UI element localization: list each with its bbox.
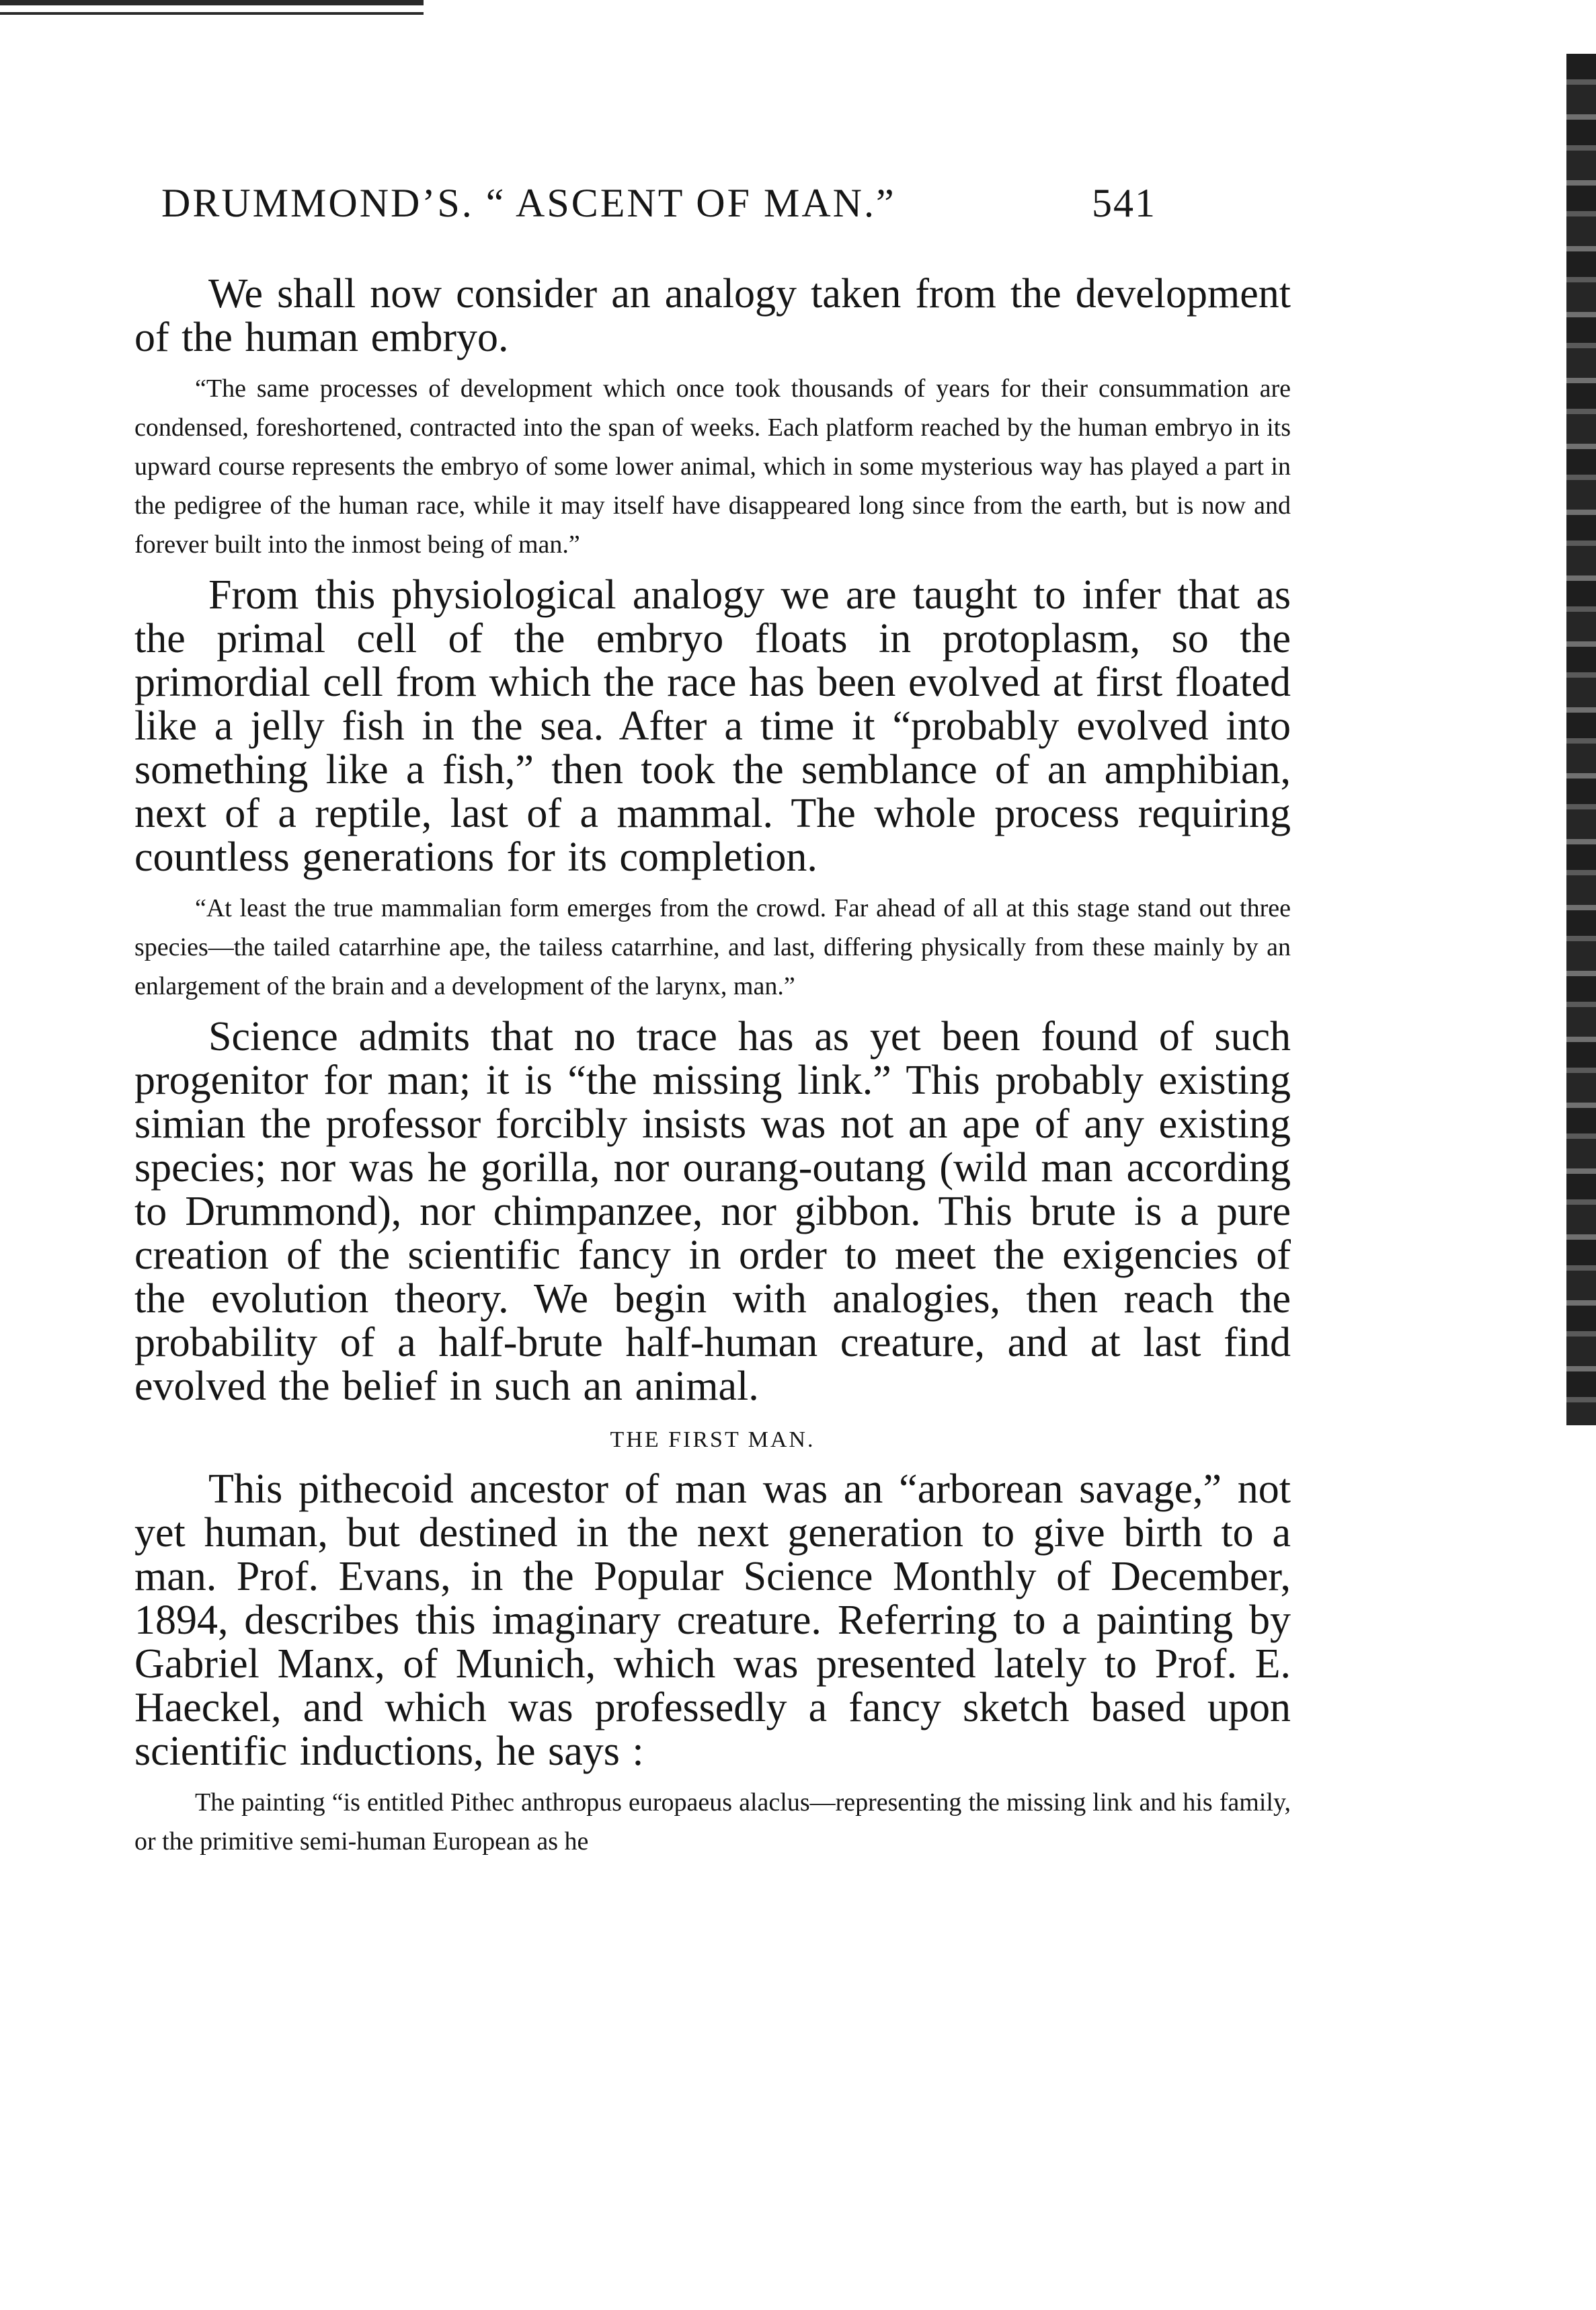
paragraph: Science admits that no trace has as yet been found of such progenitor for man; it is “the missing link.” This probably existing simian the professor forcibly insists was not an ape of any existing species; nor was he gorilla, nor ourang-outang (wild man according to Drummond), nor chimpanzee, nor gibbon. This brute is a pure creation of the scientific fancy in order to meet the exigencies of the evolution theory. We begin with analogies, then reach the probability of a half-brute half-human creature, and at last find evolved the belief in such an animal. <box>134 1014 1291 1409</box>
page-number: 541 <box>1092 181 1156 225</box>
page-body <box>134 266 1291 1870</box>
top-rule-decoration <box>0 0 424 17</box>
block-quote: “The same processes of development which once took thousands of years for their consummation are condensed, foreshortened, contracted into the span of weeks. Each platform reached by the human embryo in its upward course represents the embryo of some lower animal, which in some mysterious way has played a part in the pedigree of the human race, while it may itself have disappeared long since from the earth, but is now and forever built into the inmost being of man.” <box>134 374 1291 559</box>
running-head: DRUMMOND’S. “ ASCENT OF MAN.” <box>161 181 896 225</box>
block-quote: The painting “is entitled Pithec anthropus europaeus alaclus—representing the missing link and his family, or the primitive semi-human European as he <box>134 1788 1291 1856</box>
paragraph: This pithecoid ancestor of man was an “arborean savage,” not yet human, but destined in the next generation to give birth to a man. Prof. Evans, in the Popular Science Monthly of December, 1894, describes this imaginary creature. Referring to a painting by Gabriel Manx, of Munich, which was presented lately to Prof. E. Haeckel, and which was professedly a fancy sketch based upon scientific inductions, he says : <box>134 1466 1291 1774</box>
page-header <box>161 180 1156 241</box>
block-quote: “At least the true mammalian form emerges from the crowd. Far ahead of all at this stage stand out three species—the tailed catarrhine ape, the tailess catarrhine, and last, differing physically from these mainly by an enlargement of the brain and a development of the larynx, man.” <box>134 894 1291 1000</box>
page-edge-shadow <box>1566 54 1596 1425</box>
paragraph: From this physiological analogy we are taught to infer that as the primal cell of the embryo floats in protoplasm, so the primordial cell from which the race has been evolved at first floated like a jelly fish in the sea. After a time it “probably evolved into something like a fish,” then took the semblance of an amphibian, next of a reptile, last of a mammal. The whole process requiring countless generations for its completion. <box>134 572 1291 880</box>
section-heading: THE FIRST MAN. <box>610 1427 815 1452</box>
paragraph: We shall now consider an analogy taken from the development of the human embryo. <box>134 271 1291 360</box>
